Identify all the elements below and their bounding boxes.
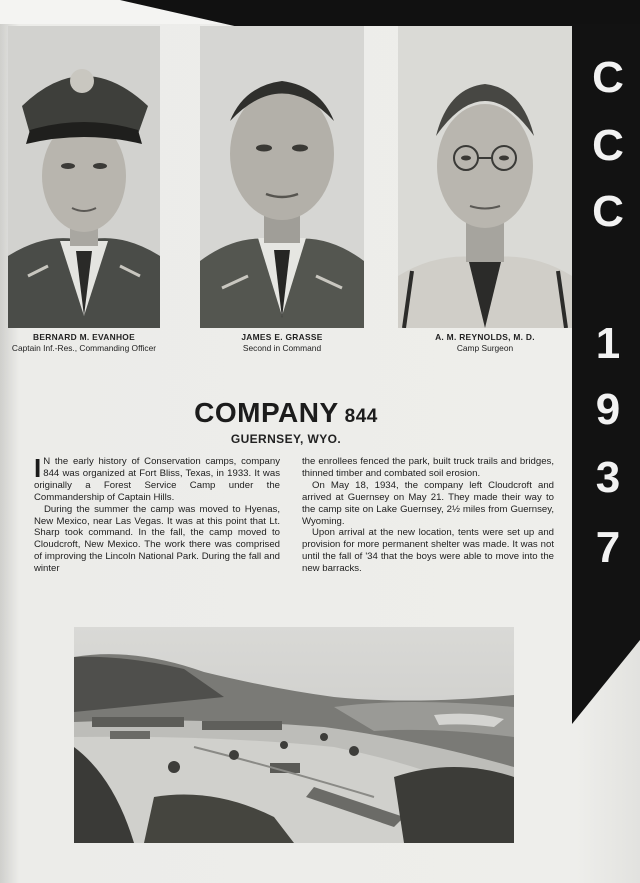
- paragraph: [34, 453, 280, 504]
- banner-digit-1: 1: [595, 319, 621, 368]
- caption-role: Captain Inf.-Res., Commanding Officer: [11, 343, 157, 353]
- caption-role: Second in Command: [242, 343, 322, 353]
- article-title-text: COMPANY: [194, 397, 339, 428]
- article-title: [0, 396, 572, 434]
- banner-letter-c3: C: [592, 187, 624, 236]
- paragraph: Upon arrival at the new location, tents were set up and provision for more permanent shelter was made. It was not until the fall of '34 that the boys were able to move into the new barracks.: [302, 527, 554, 575]
- caption-reynolds: [398, 332, 572, 354]
- paragraph: the enrollees fenced the park, built truck trails and bridges, thinned timber and combated soil erosion.: [302, 456, 554, 479]
- caption-evanhoe: [8, 332, 160, 354]
- banner-digit-3: 3: [595, 453, 621, 502]
- banner-digit-9: 9: [595, 385, 621, 434]
- article-right-column: [302, 456, 554, 575]
- drop-cap: I: [34, 453, 42, 483]
- article-subtitle: GUERNSEY, WYO.: [230, 432, 342, 446]
- portrait-reynolds: [398, 26, 572, 328]
- paragraph: During the summer the camp was moved to Hyenas, New Mexico, near Las Vegas. It was at this point that Lt. Sharp took command. In the fall, the camp moved to Cloudcroft, New Mexico. The work there was comprised of improving the Lincoln National Park. During the fall and winter: [34, 503, 280, 575]
- portrait-evanhoe: [8, 26, 160, 328]
- caption-name: BERNARD M. EVANHOE: [32, 332, 136, 342]
- banner-letter-c2: C: [592, 121, 624, 170]
- paragraph-text: N the early history of Conservation camps, company 844 was organized at Fort Bliss, Texas, in 1933. It was originally a Forest Service Camp under the Commandership of Captain Hills.: [34, 456, 280, 503]
- banner-letter-c1: C: [592, 53, 624, 102]
- banner-digit-7: 7: [595, 523, 621, 572]
- caption-grasse: [200, 332, 364, 354]
- article-title-number: 844: [344, 406, 378, 427]
- caption-role: Camp Surgeon: [456, 343, 514, 353]
- article-left-column: [34, 453, 280, 575]
- caption-name: A. M. REYNOLDS, M. D.: [435, 332, 535, 342]
- paragraph: On May 18, 1934, the company left Cloudcroft and arrived at Guernsey on May 21. They made their way to the camp site on Lake Guernsey, 2½ miles from Guernsey, Wyoming.: [302, 479, 554, 527]
- caption-name: JAMES E. GRASSE: [241, 332, 323, 342]
- portrait-grasse: [200, 26, 364, 328]
- camp-photograph: [74, 627, 514, 843]
